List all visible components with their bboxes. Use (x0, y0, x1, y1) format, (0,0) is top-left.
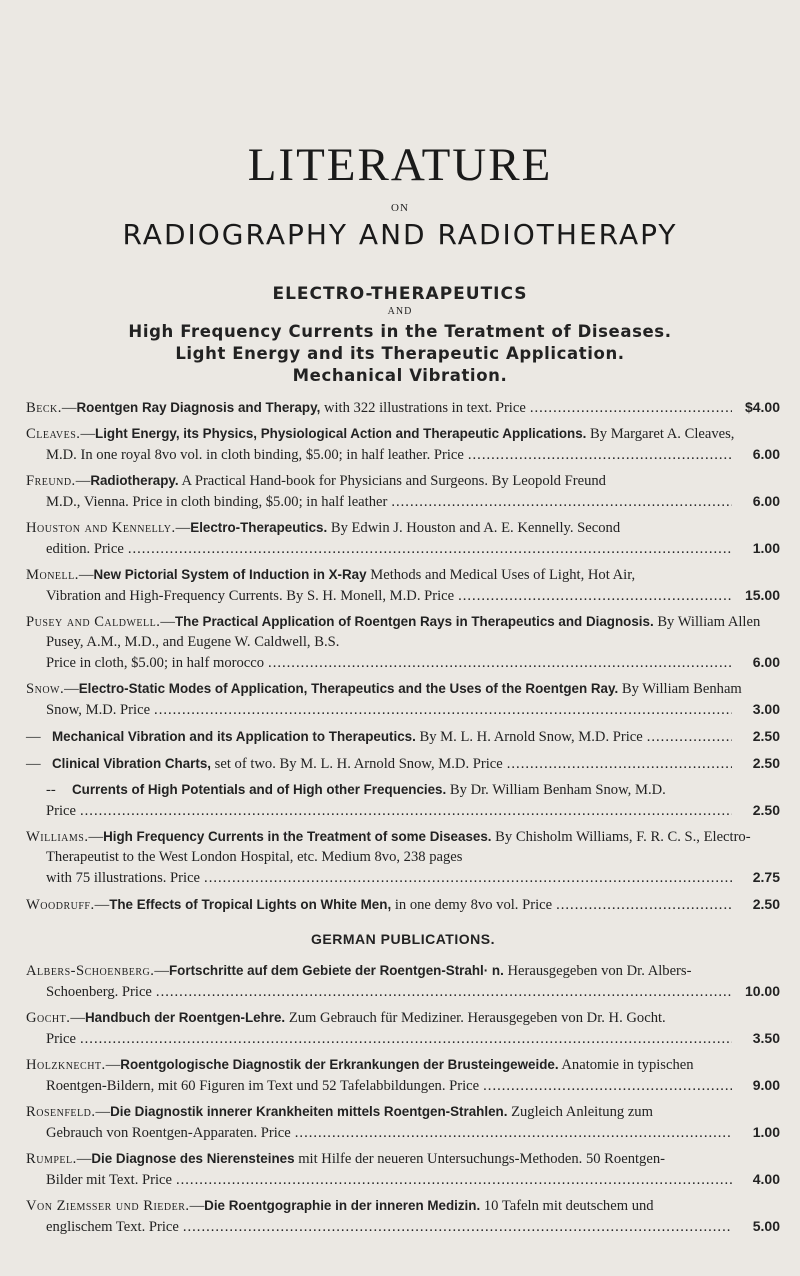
book-list (26, 397, 780, 1243)
price: 3.50 (752, 1030, 780, 1046)
entry-text: By William (657, 614, 725, 630)
dot-leader (507, 754, 732, 774)
entry-text: Price (46, 1031, 76, 1047)
book-entry (26, 753, 780, 774)
book-entry: Freund.—Radiotherapy. A Practical Hand-book for Physicians and Surgeons. By Leopold Freund M.D., Vienna. Price in cloth binding, $5.00; in half leather ..... 6.00 (26, 471, 780, 512)
author-name: Rumpel. (26, 1151, 77, 1167)
book-title: Currents of High Potentials and of High other Frequencies. (72, 782, 447, 797)
book-title: Roentgologische Diagnostik der Erkrankungen der Brusteingeweide. (120, 1057, 559, 1072)
price-line: Beck.—Roentgen Ray Diagnosis and Therapy, with 322 illustrations in text. Price ..... $4.00 (26, 397, 780, 418)
price: 15.00 (744, 587, 780, 603)
entry-text: By Edwin J. Houston and A. E. Kennelly. Second (330, 520, 621, 536)
price-line (26, 753, 780, 774)
book-entry: Albers-Schoenberg.—Fortschritte auf dem Gebiete der Roentgen-Strahl· n. Herausgegeben von Dr. Albers- Schoenberg. Price ..... 10.00 (26, 961, 780, 1002)
ditto-dash: — (26, 756, 41, 772)
price-line (46, 652, 780, 673)
subtitle-1: High Frequency Currents in the Teratment of Diseases. (128, 322, 672, 341)
entry-text: Zugleich Anleitung zum (511, 1104, 653, 1120)
dot-leader (156, 982, 732, 1002)
book-entry: Snow.—Electro-Static Modes of Application, Therapeutics and the Uses of the Roentgen Ray. By William Benham Snow, M.D. Price ..... 3.00 (26, 679, 780, 720)
price: 3.00 (752, 701, 780, 717)
entry-text: mit Hilfe der neueren Untersuchungs-Methoden. 50 Roentgen- (298, 1151, 665, 1167)
ditto-dash: — (26, 729, 41, 745)
dot-leader (80, 801, 732, 821)
author-name: Williams. (26, 829, 89, 845)
author-name: Freund. (26, 473, 76, 489)
price: 2.50 (752, 755, 780, 771)
entry-text: edition. Price (46, 541, 124, 557)
german-publications-heading: GERMAN PUBLICATIONS. (311, 931, 495, 947)
entry-text: Vibration and High-Frequency Currents. By S. H. Monell, M.D. Price (46, 588, 455, 604)
price-line (46, 800, 780, 821)
entry-text: Snow, M.D. Price (46, 702, 151, 718)
price: 2.75 (752, 869, 780, 885)
entry-text: englischem Text. Price (46, 1219, 179, 1235)
dot-leader (483, 1076, 732, 1096)
section-heading: ELECTRO-THERAPEUTICS (272, 284, 528, 304)
price-line (26, 726, 780, 747)
price-line (46, 867, 780, 888)
price-line (46, 491, 780, 512)
author-name: Woodruff. (26, 897, 95, 913)
subtitle-2: Light Energy and its Therapeutic Application. (175, 344, 625, 363)
book-title: Radiotherapy. (90, 473, 179, 488)
price-line (46, 981, 780, 1002)
book-title: Roentgen Ray Diagnosis and Therapy, (76, 400, 321, 415)
entry-text: By William Benham (621, 681, 742, 697)
book-title: Clinical Vibration Charts, (52, 756, 211, 771)
dot-leader (204, 868, 732, 888)
dot-leader (530, 398, 732, 418)
entry-text: with 322 illustrations in text. Price (323, 400, 526, 416)
dot-leader (176, 1170, 732, 1190)
entry-text: Gebrauch von Roentgen-Apparaten. Price (46, 1125, 291, 1141)
book-title: Die Diagnose des Nierensteines (91, 1151, 295, 1166)
book-title: Fortschritte auf dem Gebiete der Roentgen-Strahl· n. (169, 963, 504, 978)
author-name: Cleaves. (26, 426, 81, 442)
entry-text: set of two. By M. L. H. Arnold Snow, M.D. Price (214, 756, 503, 772)
book-entry (26, 780, 780, 821)
book-title: Die Diagnostik innerer Krankheiten mittels Roentgen-Strahlen. (110, 1104, 508, 1119)
price-line (46, 699, 780, 720)
entry-text: Allen Pusey, A.M., M.D., and Eugene W. Caldwell, B.S. (46, 614, 761, 650)
entry-text: By Dr. William Benham Snow, M.D. (449, 782, 666, 798)
price: 2.50 (752, 896, 780, 912)
book-entry: Williams.—High Frequency Currents in the Treatment of some Diseases. By Chisholm Williams, F. R. C. S., Electro-Therapeutist to the West London Hospital, etc. Medium 8vo, 238 pages with 75 illustrations. Price ..... 2.75 (26, 827, 780, 888)
dot-leader (391, 492, 732, 512)
price-line (46, 1028, 780, 1049)
book-title: Light Energy, its Physics, Physiological Action and Therapeutic Applications. (95, 426, 587, 441)
author-name: Monell. (26, 567, 79, 583)
dot-leader (183, 1217, 732, 1237)
price-line (46, 585, 780, 606)
author-name: Albers-Schoenberg. (26, 963, 155, 979)
ditto-dash: -- (46, 782, 56, 798)
entry-text: Roentgen-Bildern, mit 60 Figuren im Text und 52 Tafelabbildungen. Price (46, 1078, 480, 1094)
price: 5.00 (752, 1218, 780, 1234)
price-line (46, 538, 780, 559)
entry-text: 10 Tafeln mit deutschem und (483, 1198, 654, 1214)
dot-leader (468, 445, 732, 465)
book-title: Handbuch der Roentgen-Lehre. (85, 1010, 286, 1025)
entry-text: M.D. In one royal 8vo vol. in cloth binding, $5.00; in half leather. Price (46, 447, 464, 463)
book-entry: Rosenfeld.—Die Diagnostik innerer Krankheiten mittels Roentgen-Strahlen. Zugleich Anleitung zum Gebrauch von Roentgen-Apparaten. Price ..... 1.00 (26, 1102, 780, 1143)
entry-text: Electro-Therapeutist to the West London Hospital, etc. Medium 8vo, 238 pages (46, 829, 751, 865)
author-name: Rosenfeld. (26, 1104, 96, 1120)
book-title: The Effects of Tropical Lights on White Men, (109, 897, 392, 912)
author-name: Beck. (26, 400, 62, 416)
entry-text: Zum Gebrauch für Mediziner. Herausgegeben von Dr. H. Gocht. (288, 1010, 666, 1026)
page-title: LITERATURE (247, 139, 553, 191)
entry-text: Anatomie in typischen (561, 1057, 694, 1073)
price: 2.50 (752, 802, 780, 818)
author-name: Von Ziemsser und Rieder. (26, 1198, 190, 1214)
book-entry: Holzknecht.—Roentgologische Diagnostik der Erkrankungen der Brusteingeweide. Anatomie in typischen Roentgen-Bildern, mit 60 Figuren im Text und 52 Tafelabbildungen. Price ..... 9.00 (26, 1055, 780, 1096)
price: 1.00 (752, 1124, 780, 1140)
price-line: Woodruff.—The Effects of Tropical Lights on White Men, in one demy 8vo vol. Price ..... 2.50 (26, 894, 780, 915)
entry-text: By Margaret A. Cleaves, (590, 426, 735, 442)
price: 2.50 (752, 728, 780, 744)
author-name: Gocht. (26, 1010, 71, 1026)
price: 6.00 (752, 654, 780, 670)
price-line (46, 444, 780, 465)
dot-leader (458, 586, 732, 606)
dot-leader (80, 1029, 732, 1049)
author-name: Houston and Kennelly. (26, 520, 176, 536)
entry-text: Methods and Medical Uses of Light, Hot Air, (370, 567, 636, 583)
price-line (46, 1122, 780, 1143)
entry-text: By Chisholm Williams, F. R. C. S., (495, 829, 700, 845)
book-title: Die Roentgographie in der inneren Medizin. (204, 1198, 481, 1213)
price: 9.00 (752, 1077, 780, 1093)
dot-leader (268, 653, 732, 673)
book-entry: Gocht.—Handbuch der Roentgen-Lehre. Zum Gebrauch für Mediziner. Herausgegeben von Dr. H. Gocht. Price ..... 3.50 (26, 1008, 780, 1049)
price: 1.00 (752, 540, 780, 556)
entry-text: A Practical Hand-book for Physicians and Surgeons. By Leopold Freund (181, 473, 606, 489)
book-title: High Frequency Currents in the Treatment of some Diseases. (103, 829, 492, 844)
author-name: Holzknecht. (26, 1057, 106, 1073)
dot-leader (154, 700, 732, 720)
entry-text: Price (46, 803, 76, 819)
title-connector: ON (391, 202, 409, 214)
book-entry: Monell.—New Pictorial System of Induction in X-Ray Methods and Medical Uses of Light, Hot Air, Vibration and High-Frequency Currents. By S. H. Monell, M.D. Price ..... 15.00 (26, 565, 780, 606)
book-title: The Practical Application of Roentgen Rays in Therapeutics and Diagnosis. (174, 614, 654, 629)
book-title: Electro-Therapeutics. (190, 520, 328, 535)
book-title: Electro-Static Modes of Application, Therapeutics and the Uses of the Roentgen Ray. (78, 681, 619, 696)
dot-leader (295, 1123, 732, 1143)
book-entry: Houston and Kennelly.—Electro-Therapeutics. By Edwin J. Houston and A. E. Kennelly. Second edition. Price ..... 1.00 (26, 518, 780, 559)
entry-text: Bilder mit Text. Price (46, 1172, 172, 1188)
dot-leader (128, 539, 732, 559)
book-title: Mechanical Vibration and its Application to Therapeutics. (52, 729, 416, 744)
book-entry (26, 397, 780, 418)
price: 10.00 (744, 983, 780, 999)
entry-text: with 75 illustrations. Price (46, 870, 201, 886)
book-entry: Pusey and Caldwell.—The Practical Application of Roentgen Rays in Therapeutics and Diagnosis. By William Allen Pusey, A.M., M.D., and Eugene W. Caldwell, B.S. Price in cloth, $5.00; in half morocco ..... 6.00 (26, 612, 780, 673)
book-entry: Cleaves.—Light Energy, its Physics, Physiological Action and Therapeutic Applications. By Margaret A. Cleaves, M.D. In one royal 8vo vol. in cloth binding, $5.00; in half leather. Price ..... 6.00 (26, 424, 780, 465)
price: 4.00 (752, 1171, 780, 1187)
author-name: Snow. (26, 681, 65, 697)
author-name: Pusey and Caldwell. (26, 614, 161, 630)
price-line (46, 1216, 780, 1237)
subtitle-3: Mechanical Vibration. (292, 366, 508, 385)
book-entry (26, 726, 780, 747)
book-entry (26, 894, 780, 915)
entry-text: Herausgegeben von Dr. Albers- (507, 963, 692, 979)
price-line (46, 1169, 780, 1190)
book-entry: Rumpel.—Die Diagnose des Nierensteines mit Hilfe der neueren Untersuchungs-Methoden. 50 Roentgen- Bilder mit Text. Price ..... 4.00 (26, 1149, 780, 1190)
entry-text: M.D., Vienna. Price in cloth binding, $5.00; in half leather (46, 494, 388, 510)
book-title: New Pictorial System of Induction in X-Ray (93, 567, 367, 582)
entry-text: Price in cloth, $5.00; in half morocco (46, 655, 265, 671)
dot-leader (556, 895, 732, 915)
subject-heading: RADIOGRAPHY AND RADIOTHERAPY (122, 218, 678, 251)
entry-text: By M. L. H. Arnold Snow, M.D. Price (419, 729, 643, 745)
price: 6.00 (752, 493, 780, 509)
price: 6.00 (752, 446, 780, 462)
price-line (46, 1075, 780, 1096)
entry-text: in one demy 8vo vol. Price (394, 897, 553, 913)
dot-leader (647, 727, 732, 747)
price: $4.00 (744, 399, 780, 415)
entry-text: Schoenberg. Price (46, 984, 152, 1000)
section-connector: AND (387, 306, 413, 317)
book-entry: Von Ziemsser und Rieder.—Die Roentgographie in der inneren Medizin. 10 Tafeln mit deutschem und englischem Text. Price ..... 5.00 (26, 1196, 780, 1237)
